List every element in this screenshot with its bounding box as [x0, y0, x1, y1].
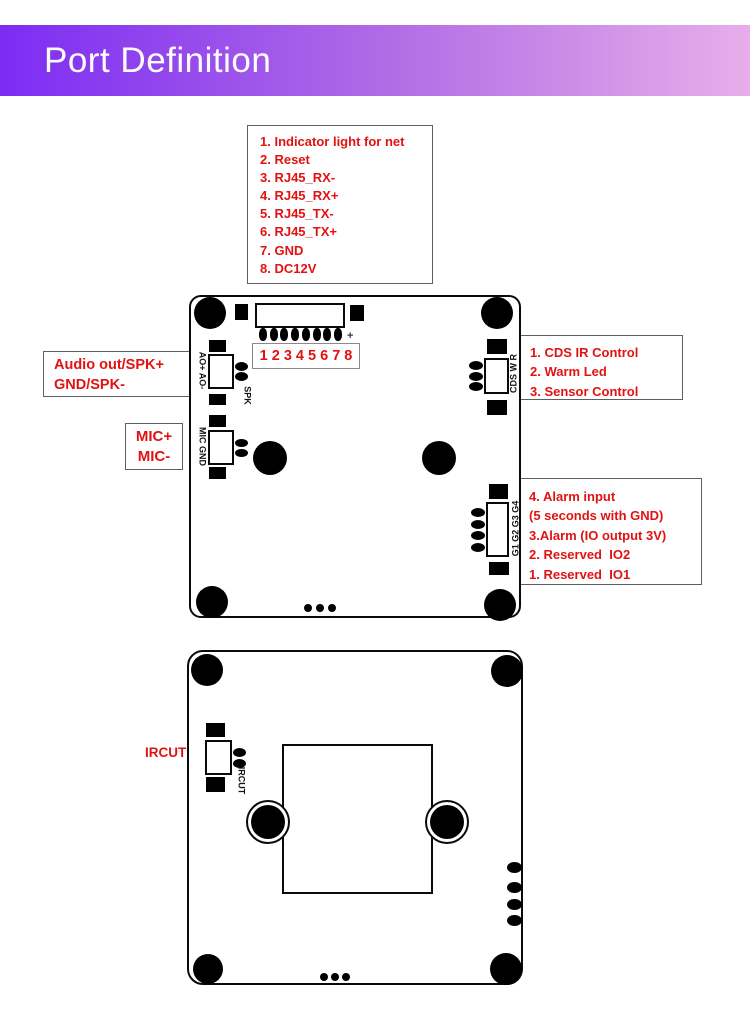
- pad-oval: [507, 882, 522, 893]
- ircut-label: IRCUT: [145, 745, 187, 760]
- pin: [471, 531, 485, 540]
- annotation-line: 2. Reset: [260, 152, 310, 168]
- solder-pad: [209, 394, 226, 405]
- annotation-line: 3. Sensor Control: [530, 383, 639, 399]
- annotation-line: Audio out/SPK+: [54, 357, 164, 373]
- mounting-hole: [196, 586, 228, 618]
- annotation-line: MIC+: [135, 428, 173, 445]
- annotation-line: 3. RJ45_RX-: [260, 170, 336, 186]
- annotation-line: (5 seconds with GND): [529, 508, 664, 524]
- mounting-hole: [481, 297, 513, 329]
- pin: [235, 449, 248, 457]
- pcb-top-view: [189, 295, 521, 618]
- board-pad-circle: [422, 441, 456, 475]
- solder-pad: [489, 562, 509, 575]
- page-header: [0, 25, 750, 96]
- pcb-bottom-view: [187, 650, 523, 985]
- dot: [304, 604, 312, 612]
- pin-number-strip: 1 2 3 4 5 6 7 8: [252, 343, 360, 369]
- net-connector-body: [255, 303, 345, 328]
- solder-pad: [235, 304, 248, 320]
- solder-pad: [206, 777, 225, 792]
- pin: [235, 372, 248, 381]
- mounting-hole: [193, 954, 223, 984]
- pin: [235, 439, 248, 447]
- plus-mark: +: [347, 330, 354, 342]
- ircut-connector-body: [205, 740, 232, 775]
- annotation-line: 1. Reserved IO1: [529, 566, 631, 582]
- pin: [471, 543, 485, 552]
- annotation-line: 7. GND: [260, 242, 304, 258]
- annotation-line: 1. Indicator light for net: [260, 134, 405, 149]
- pin: [313, 328, 321, 341]
- dot: [342, 973, 350, 981]
- pad-oval: [507, 915, 522, 926]
- solder-pad: [487, 400, 507, 415]
- silk-mic-label: MIC GND: [197, 427, 208, 466]
- solder-pad: [206, 723, 225, 737]
- silk-audio-label: AO+ AO-: [197, 351, 208, 390]
- pin: [469, 382, 483, 391]
- board-dots: [304, 604, 336, 612]
- annotation-line: 6. RJ45_TX+: [260, 224, 337, 240]
- pin: [259, 328, 267, 341]
- page-title: Port Definition: [44, 40, 272, 80]
- mic-annotation-box: [125, 423, 183, 470]
- alarm-annotation-box: [519, 478, 702, 585]
- mounting-hole: [194, 297, 226, 329]
- gpio-connector-body: [486, 502, 509, 557]
- solder-pad: [487, 339, 507, 354]
- pad-oval: [507, 862, 522, 873]
- silk-spk-label: SPK: [242, 386, 253, 405]
- pin: [323, 328, 331, 341]
- audio-connector-body: [208, 354, 234, 389]
- solder-pad: [350, 305, 364, 321]
- board-dots: [320, 973, 350, 981]
- net-connector-pins: [259, 328, 342, 341]
- solder-pad: [209, 467, 226, 479]
- pin: [235, 362, 248, 371]
- annotation-line: 4. Alarm input: [529, 489, 616, 504]
- annotation-line: 2. Warm Led: [530, 364, 607, 380]
- pin: [291, 328, 299, 341]
- annotation-line: GND/SPK-: [54, 376, 125, 393]
- annotation-line: MIC-: [137, 448, 171, 465]
- mounting-hole: [490, 953, 522, 985]
- solder-pad: [209, 415, 226, 427]
- solder-pad: [489, 484, 508, 499]
- silk-ircut-label: IRCUT: [236, 766, 247, 795]
- annotation-line: 3.Alarm (IO output 3V): [529, 527, 667, 543]
- pin: [233, 748, 246, 757]
- silk-gpio-label: G1 G2 G3 G4: [510, 500, 521, 557]
- audio-annotation-box: [43, 351, 190, 397]
- pad-oval: [507, 899, 522, 910]
- annotation-line: 4. RJ45_RX+: [260, 188, 339, 204]
- mic-connector-body: [208, 430, 234, 465]
- pin: [280, 328, 288, 341]
- mounting-hole: [491, 655, 523, 687]
- silk-cds-label: CDS W R: [508, 354, 519, 393]
- pin: [469, 372, 483, 381]
- dot: [331, 973, 339, 981]
- pin: [471, 508, 485, 517]
- annotation-line: 2. Reserved IO2: [529, 547, 631, 563]
- lens-mount-outline: [282, 744, 433, 894]
- lens-screw-hole: [251, 805, 285, 839]
- pin: [469, 361, 483, 370]
- lens-screw-hole: [430, 805, 464, 839]
- board-pad-circle: [253, 441, 287, 475]
- pin: [334, 328, 342, 341]
- dot: [320, 973, 328, 981]
- pin: [302, 328, 310, 341]
- annotation-line: 1. CDS IR Control: [530, 345, 639, 360]
- dot: [328, 604, 336, 612]
- mounting-hole: [484, 589, 516, 621]
- cds-connector-body: [484, 358, 509, 394]
- annotation-line: 5. RJ45_TX-: [260, 206, 334, 222]
- cds-annotation-box: [520, 335, 683, 400]
- dot: [316, 604, 324, 612]
- pin: [270, 328, 278, 341]
- mounting-hole: [191, 654, 223, 686]
- solder-pad: [209, 340, 226, 352]
- net-pins-annotation-box: [247, 125, 433, 284]
- pin: [471, 520, 485, 529]
- annotation-line: 8. DC12V: [260, 260, 317, 276]
